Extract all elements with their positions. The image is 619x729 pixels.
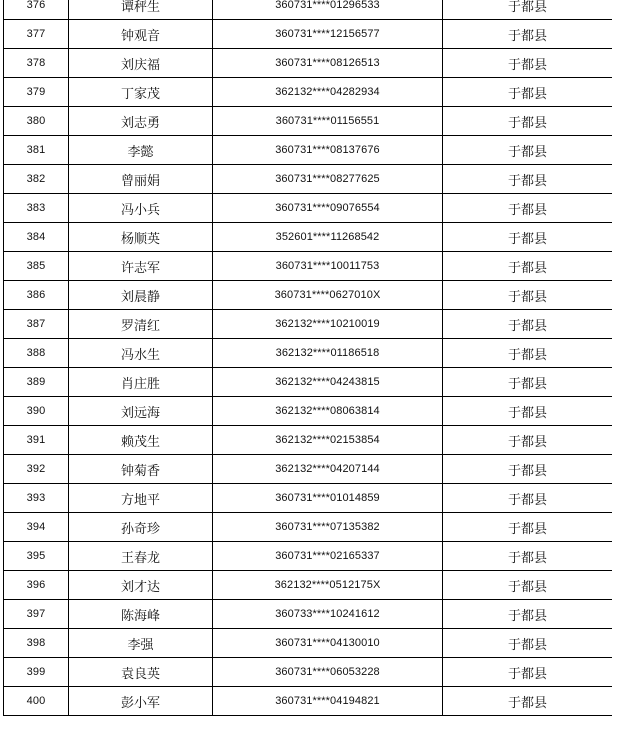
id-number-cell: 360731****08126513 bbox=[213, 49, 443, 78]
id-number-cell: 362132****04282934 bbox=[213, 78, 443, 107]
row-number-cell: 398 bbox=[4, 629, 69, 658]
table-row bbox=[4, 136, 613, 165]
table-row bbox=[4, 455, 613, 484]
id-number-cell: 360731****0627010X bbox=[213, 281, 443, 310]
roster-table-body bbox=[4, 0, 613, 716]
name-cell: 刘志勇 bbox=[69, 107, 213, 136]
county-cell: 于都县 bbox=[443, 78, 613, 107]
row-number-cell: 392 bbox=[4, 455, 69, 484]
county-cell: 于都县 bbox=[443, 571, 613, 600]
id-number-cell: 360731****07135382 bbox=[213, 513, 443, 542]
row-number-cell: 384 bbox=[4, 223, 69, 252]
table-row bbox=[4, 49, 613, 78]
table-row bbox=[4, 281, 613, 310]
name-cell: 彭小军 bbox=[69, 687, 213, 716]
name-cell: 肖庄胜 bbox=[69, 368, 213, 397]
county-cell: 于都县 bbox=[443, 0, 613, 20]
county-cell: 于都县 bbox=[443, 397, 613, 426]
county-cell: 于都县 bbox=[443, 368, 613, 397]
roster-table bbox=[3, 0, 612, 716]
county-cell: 于都县 bbox=[443, 426, 613, 455]
table-row bbox=[4, 0, 613, 20]
id-number-cell: 360731****01156551 bbox=[213, 107, 443, 136]
id-number-cell: 362132****01186518 bbox=[213, 339, 443, 368]
table-row bbox=[4, 78, 613, 107]
table-row bbox=[4, 252, 613, 281]
county-cell: 于都县 bbox=[443, 252, 613, 281]
row-number-cell: 378 bbox=[4, 49, 69, 78]
id-number-cell: 360731****08137676 bbox=[213, 136, 443, 165]
id-number-cell: 362132****0512175X bbox=[213, 571, 443, 600]
name-cell: 杨顺英 bbox=[69, 223, 213, 252]
row-number-cell: 391 bbox=[4, 426, 69, 455]
id-number-cell: 362132****04243815 bbox=[213, 368, 443, 397]
table-row bbox=[4, 600, 613, 629]
county-cell: 于都县 bbox=[443, 687, 613, 716]
name-cell: 赖茂生 bbox=[69, 426, 213, 455]
id-number-cell: 360731****01296533 bbox=[213, 0, 443, 20]
table-row bbox=[4, 194, 613, 223]
name-cell: 罗清红 bbox=[69, 310, 213, 339]
row-number-cell: 394 bbox=[4, 513, 69, 542]
table-row bbox=[4, 687, 613, 716]
id-number-cell: 360731****10011753 bbox=[213, 252, 443, 281]
id-number-cell: 360731****12156577 bbox=[213, 20, 443, 49]
id-number-cell: 360731****01014859 bbox=[213, 484, 443, 513]
name-cell: 刘庆福 bbox=[69, 49, 213, 78]
table-row bbox=[4, 571, 613, 600]
county-cell: 于都县 bbox=[443, 136, 613, 165]
county-cell: 于都县 bbox=[443, 20, 613, 49]
row-number-cell: 390 bbox=[4, 397, 69, 426]
row-number-cell: 393 bbox=[4, 484, 69, 513]
name-cell: 许志军 bbox=[69, 252, 213, 281]
row-number-cell: 385 bbox=[4, 252, 69, 281]
county-cell: 于都县 bbox=[443, 49, 613, 78]
id-number-cell: 362132****10210019 bbox=[213, 310, 443, 339]
row-number-cell: 381 bbox=[4, 136, 69, 165]
table-row bbox=[4, 310, 613, 339]
name-cell: 李懿 bbox=[69, 136, 213, 165]
name-cell: 孙奇珍 bbox=[69, 513, 213, 542]
roster-sheet bbox=[3, 0, 612, 729]
county-cell: 于都县 bbox=[443, 484, 613, 513]
table-row bbox=[4, 223, 613, 252]
county-cell: 于都县 bbox=[443, 658, 613, 687]
table-row bbox=[4, 542, 613, 571]
county-cell: 于都县 bbox=[443, 223, 613, 252]
name-cell: 丁家茂 bbox=[69, 78, 213, 107]
id-number-cell: 360731****06053228 bbox=[213, 658, 443, 687]
name-cell: 钟菊香 bbox=[69, 455, 213, 484]
id-number-cell: 360731****08277625 bbox=[213, 165, 443, 194]
row-number-cell: 379 bbox=[4, 78, 69, 107]
id-number-cell: 360731****04130010 bbox=[213, 629, 443, 658]
name-cell: 曾丽娟 bbox=[69, 165, 213, 194]
name-cell: 谭秤生 bbox=[69, 0, 213, 20]
name-cell: 袁良英 bbox=[69, 658, 213, 687]
name-cell: 李强 bbox=[69, 629, 213, 658]
row-number-cell: 400 bbox=[4, 687, 69, 716]
table-row bbox=[4, 368, 613, 397]
county-cell: 于都县 bbox=[443, 107, 613, 136]
table-row bbox=[4, 629, 613, 658]
id-number-cell: 360731****09076554 bbox=[213, 194, 443, 223]
table-row bbox=[4, 107, 613, 136]
row-number-cell: 386 bbox=[4, 281, 69, 310]
id-number-cell: 362132****08063814 bbox=[213, 397, 443, 426]
name-cell: 方地平 bbox=[69, 484, 213, 513]
county-cell: 于都县 bbox=[443, 165, 613, 194]
id-number-cell: 362132****02153854 bbox=[213, 426, 443, 455]
id-number-cell: 360733****10241612 bbox=[213, 600, 443, 629]
county-cell: 于都县 bbox=[443, 513, 613, 542]
row-number-cell: 380 bbox=[4, 107, 69, 136]
id-number-cell: 362132****04207144 bbox=[213, 455, 443, 484]
county-cell: 于都县 bbox=[443, 281, 613, 310]
name-cell: 刘才达 bbox=[69, 571, 213, 600]
table-row bbox=[4, 426, 613, 455]
table-row bbox=[4, 397, 613, 426]
row-number-cell: 396 bbox=[4, 571, 69, 600]
table-row bbox=[4, 658, 613, 687]
name-cell: 王春龙 bbox=[69, 542, 213, 571]
county-cell: 于都县 bbox=[443, 455, 613, 484]
name-cell: 冯小兵 bbox=[69, 194, 213, 223]
table-row bbox=[4, 165, 613, 194]
county-cell: 于都县 bbox=[443, 542, 613, 571]
row-number-cell: 388 bbox=[4, 339, 69, 368]
id-number-cell: 360731****04194821 bbox=[213, 687, 443, 716]
table-row bbox=[4, 20, 613, 49]
table-row bbox=[4, 513, 613, 542]
name-cell: 钟观音 bbox=[69, 20, 213, 49]
name-cell: 刘晨静 bbox=[69, 281, 213, 310]
county-cell: 于都县 bbox=[443, 629, 613, 658]
row-number-cell: 399 bbox=[4, 658, 69, 687]
county-cell: 于都县 bbox=[443, 310, 613, 339]
row-number-cell: 397 bbox=[4, 600, 69, 629]
row-number-cell: 382 bbox=[4, 165, 69, 194]
name-cell: 冯水生 bbox=[69, 339, 213, 368]
row-number-cell: 377 bbox=[4, 20, 69, 49]
id-number-cell: 360731****02165337 bbox=[213, 542, 443, 571]
county-cell: 于都县 bbox=[443, 600, 613, 629]
table-row bbox=[4, 484, 613, 513]
row-number-cell: 376 bbox=[4, 0, 69, 20]
name-cell: 刘远海 bbox=[69, 397, 213, 426]
row-number-cell: 383 bbox=[4, 194, 69, 223]
row-number-cell: 389 bbox=[4, 368, 69, 397]
county-cell: 于都县 bbox=[443, 194, 613, 223]
row-number-cell: 387 bbox=[4, 310, 69, 339]
id-number-cell: 352601****11268542 bbox=[213, 223, 443, 252]
county-cell: 于都县 bbox=[443, 339, 613, 368]
table-row bbox=[4, 339, 613, 368]
name-cell: 陈海峰 bbox=[69, 600, 213, 629]
row-number-cell: 395 bbox=[4, 542, 69, 571]
